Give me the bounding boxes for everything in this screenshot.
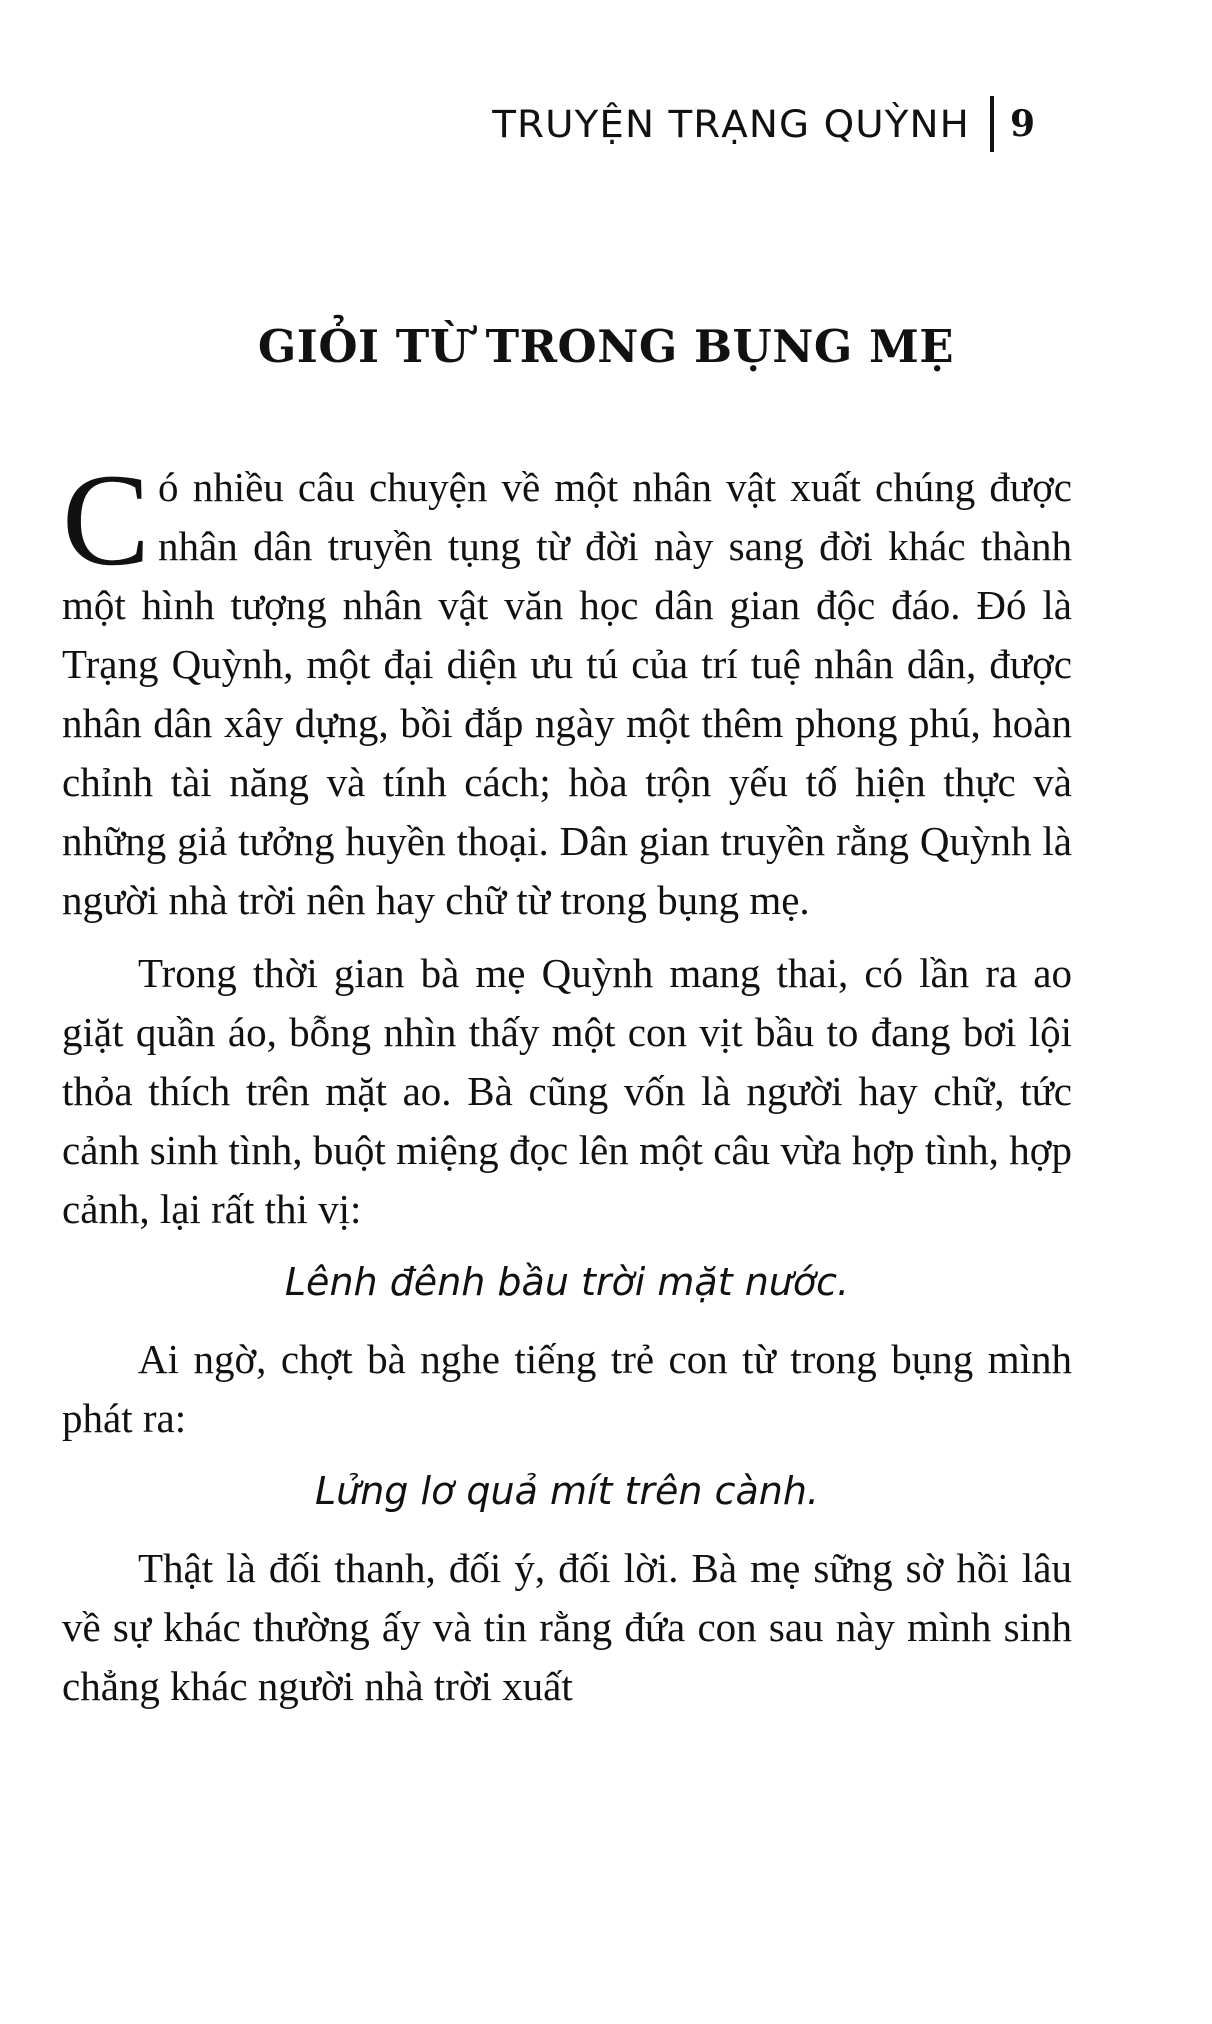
paragraph-1-text: ó nhiều câu chuyện về một nhân vật xuất chúng được nhân dân truyền tụng từ đời này sang đời khác thành một hình tượng nhân vật văn học dân gian độc đáo. Đó là Trạng Quỳnh, một đại diện ưu tú của trí tuệ nhân dân, được nhân dân xây dựng, bồi đắp ngày một thêm phong phú, hoàn chỉnh tài năng và tính cách; hòa trộn yếu tố hiện thực và những giả tưởng huyền thoại. Dân gian truyền rằng Quỳnh là người nhà trời nên hay chữ từ trong bụng mẹ. — [62, 464, 1072, 923]
verse-line-1: Lênh đênh bầu trời mặt nước. — [284, 1260, 850, 1304]
chapter-title: GIỎI TỪ TRONG BỤNG MẸ — [257, 320, 955, 373]
drop-cap: C — [62, 446, 151, 593]
body-text — [62, 446, 1072, 1730]
page-number: 9 — [1009, 103, 1036, 145]
running-header — [492, 96, 1036, 152]
paragraph-1 — [62, 446, 1072, 930]
paragraph-2: Trong thời gian bà mẹ Quỳnh mang thai, có lần ra ao giặt quần áo, bỗng nhìn thấy một con vịt bầu to đang bơi lội thỏa thích trên mặt ao. Bà cũng vốn là người hay chữ, tức cảnh sinh tình, buột miệng đọc lên một câu vừa hợp tình, hợp cảnh, lại rất thi vị: — [62, 950, 1072, 1232]
header-separator — [990, 96, 994, 152]
paragraph-3: Ai ngờ, chợt bà nghe tiếng trẻ con từ trong bụng mình phát ra: — [62, 1336, 1072, 1441]
paragraph-4: Thật là đối thanh, đối ý, đối lời. Bà mẹ sững sờ hồi lâu về sự khác thường ấy và tin rằng đứa con sau này mình sinh chẳng khác người nhà trời xuất — [62, 1545, 1072, 1709]
verse-line-2: Lửng lơ quả mít trên cành. — [314, 1469, 820, 1513]
book-title: TRUYỆN TRẠNG QUỲNH — [492, 102, 970, 146]
